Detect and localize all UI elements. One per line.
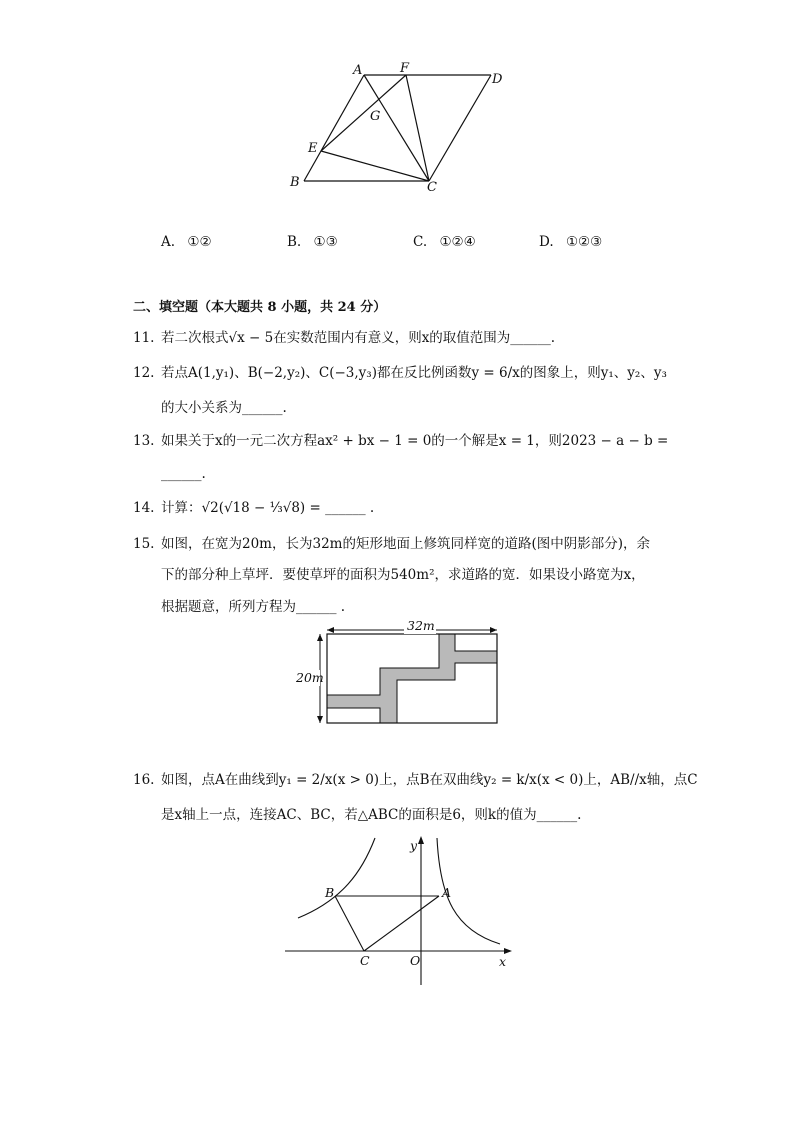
option-text: ①③ <box>313 234 338 250</box>
label-B: B <box>290 175 300 190</box>
y-axis-arrow <box>418 836 424 844</box>
question-number: 13. <box>133 433 155 449</box>
option-b[interactable] <box>287 234 338 250</box>
segment-BC <box>335 896 364 951</box>
option-d[interactable] <box>539 234 602 250</box>
label-E: E <box>308 141 318 156</box>
question-text: 计算：√2(√18 − ⅓√8) = ______ . <box>161 500 375 516</box>
segment-AB <box>304 75 364 181</box>
question-13 <box>133 432 668 450</box>
question-15 <box>133 535 650 553</box>
option-letter: B. <box>287 234 302 250</box>
question-15-line-2: 下的部分种上草坪．要使草坪的面积为540m²，求道路的宽．如果设小路宽为x， <box>161 567 645 583</box>
option-text: ①②③ <box>565 234 603 250</box>
question-14 <box>133 499 374 517</box>
label-F: F <box>400 61 410 76</box>
question-13-continued: ______. <box>161 466 206 482</box>
question-number: 16. <box>133 772 155 788</box>
segment-AC <box>364 896 439 951</box>
hyperbola-graph-figure <box>280 830 520 990</box>
option-text: ①②④ <box>439 234 476 250</box>
question-text: 若点A(1,y₁)、B(−2,y₂)、C(−3,y₃)都在反比例函数y = 6/x的图象上，则y₁、y₂、y₃ <box>161 365 667 381</box>
question-11 <box>133 329 555 347</box>
section-title: 二、填空题（本大题共 8 小题，共 24 分） <box>133 300 387 315</box>
parallelogram-figure <box>280 55 520 200</box>
arrowhead <box>327 627 334 633</box>
arrowhead <box>490 627 497 633</box>
label-B: B <box>325 885 335 900</box>
option-letter: A. <box>161 234 176 250</box>
question-16 <box>133 771 698 789</box>
question-text: 如图，在宽为20m，长为32m的矩形地面上修筑同样宽的道路(图中阴影部分)，余 <box>161 536 650 552</box>
segment-DC <box>429 75 491 181</box>
rectangle-road-figure <box>290 615 505 730</box>
question-15-line-3: 根据题意，所列方程为______ . <box>161 599 346 615</box>
option-c[interactable] <box>413 234 476 250</box>
question-12 <box>133 364 667 382</box>
arrowhead <box>317 634 323 641</box>
option-text: ①② <box>187 234 212 250</box>
question-number: 14. <box>133 500 155 516</box>
label-G: G <box>370 109 381 124</box>
label-O: O <box>410 953 421 968</box>
label-A: A <box>442 885 452 900</box>
road-shaded <box>327 634 497 723</box>
label-D: D <box>492 72 503 87</box>
question-text: 如果关于x的一元二次方程ax² + bx − 1 = 0的一个解是x = 1，则2023 − a − b = <box>161 433 669 449</box>
label-y: y <box>410 838 418 853</box>
question-text: 如图，点A在曲线到y₁ = 2/x(x > 0)上，点B在双曲线y₂ = k/x(x < 0)上，AB//x轴，点C <box>161 772 698 788</box>
arrowhead <box>317 716 323 723</box>
option-letter: C. <box>413 234 428 250</box>
label-A: A <box>353 63 363 78</box>
question-number: 11. <box>133 330 155 346</box>
segment-FC <box>406 75 429 181</box>
question-number: 12. <box>133 365 155 381</box>
height-label: 20m <box>296 670 324 685</box>
question-12-continued: 的大小关系为______. <box>161 400 287 416</box>
question-number: 15. <box>133 536 155 552</box>
question-16-continued: 是x轴上一点，连接AC、BC，若△ABC的面积是6，则k的值为______. <box>161 807 582 823</box>
label-C: C <box>360 953 370 968</box>
curve-y2-branch <box>298 838 375 918</box>
width-label: 32m <box>407 618 435 633</box>
option-letter: D. <box>539 234 554 250</box>
label-C: C <box>427 180 437 195</box>
segment-EF <box>321 75 406 151</box>
question-text: 若二次根式√x − 5在实数范围内有意义，则x的取值范围为______. <box>161 330 556 346</box>
label-x: x <box>499 954 507 969</box>
option-a[interactable] <box>161 234 212 250</box>
